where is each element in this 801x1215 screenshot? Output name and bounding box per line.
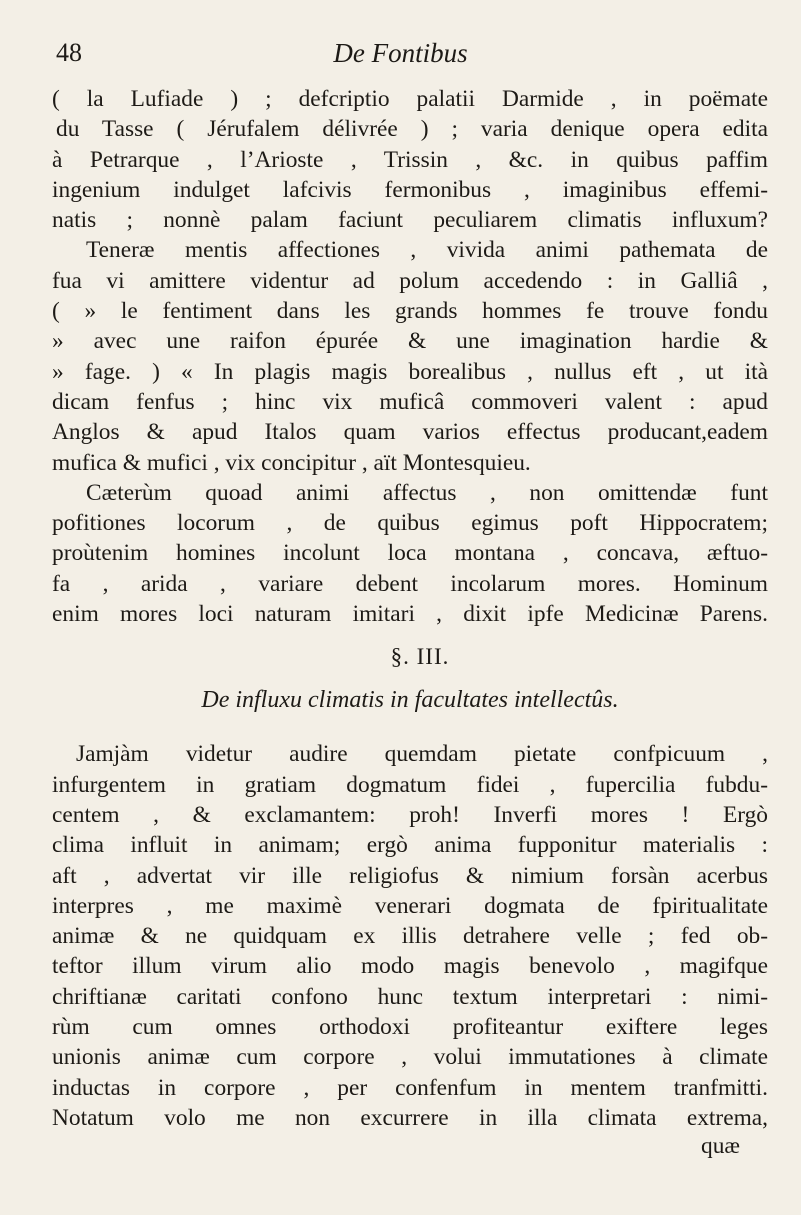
text-line: Notatum volo me non excurrere in illa climata extrema, [52,1104,768,1131]
text-line: teftor illum virum alio modo magis benevolo , magifque [52,953,768,980]
catchword: quæ [701,1133,740,1160]
text-line: centem , & exclamantem: proh! Inverfi mores ! Ergò [52,801,768,828]
text-line: rùm cum omnes orthodoxi profiteantur exiftere leges [52,1014,768,1041]
text-line: fua vi amittere videntur ad polum accedendo : in Galliâ , [52,267,768,294]
page-number: 48 [56,38,82,67]
text-line: aft , advertat vir ille religiofus & nimium forsàn acerbus [52,862,768,889]
text-line: clima influit in animam; ergò anima fupponitur materialis : [52,832,768,859]
text-line: » avec une raifon épurée & une imagination hardie & [52,328,768,355]
body-text [52,84,768,1159]
text-line: mufica & mufici , vix concipitur , aït Montesquieu. [52,449,531,476]
text-line: Cæterùm quoad animi affectus , non omittendæ funt [86,479,768,506]
text-line: à Petrarque , l’Arioste , Trissin , &c. in quibus paffim [52,146,768,173]
text-line: animæ & ne quidquam ex illis detrahere velle ; fed ob- [52,923,768,950]
text-line: fa , arida , variare debent incolarum mores. Hominum [52,570,768,597]
text-line: » fage. ) « In plagis magis borealibus , nullus eft , ut ità [52,358,768,385]
section-number: §. III. [390,644,450,670]
text-line: Anglos & apud Italos quam varios effectus producant,eadem [52,419,768,446]
text-line: enim mores loci naturam imitari , dixit ipfe Medicinæ Parens. [52,601,768,628]
text-line: dicam fenfus ; hinc vix muficâ commoveri valent : apud [52,388,768,415]
text-line: chriftianæ caritati confono hunc textum interpretari : nimi- [52,983,768,1010]
text-line: infurgentem in gratiam dogmatum fidei , fupercilia fubdu- [52,771,768,798]
text-line: natis ; nonnè palam faciunt peculiarem climatis influxum? [52,207,768,234]
text-line: Teneræ mentis affectiones , vivida animi pathemata de [86,237,768,264]
section-title: De influxu climatis in facultates intellectûs. [201,687,619,714]
running-title: De Fontibus [333,38,468,68]
text-line: interpres , me maximè venerari dogmata de fpiritualitate [52,892,768,919]
text-line: unionis animæ cum corpore , volui immutationes à climate [52,1044,768,1071]
text-line: proùtenim homines incolunt loca montana , concava, æftuo- [52,540,768,567]
text-line: ingenium indulget lafcivis fermonibus , imaginibus effemi- [52,176,768,203]
text-line: ( » le fentiment dans les grands hommes fe trouve fondu [52,298,768,325]
text-line: Jamjàm videtur audire quemdam pietate confpicuum , [76,741,768,768]
page-header [0,38,801,82]
text-line: inductas in corpore , per confenfum in mentem tranfmitti. [52,1074,768,1101]
text-line: ( la Lufiade ) ; defcriptio palatii Darmide , in poëmate [52,86,768,112]
text-line: du Tasse ( Jérufalem délivrée ) ; varia denique opera edita [56,116,768,143]
text-line: pofitiones locorum , de quibus egimus poft Hippocratem; [52,510,768,537]
